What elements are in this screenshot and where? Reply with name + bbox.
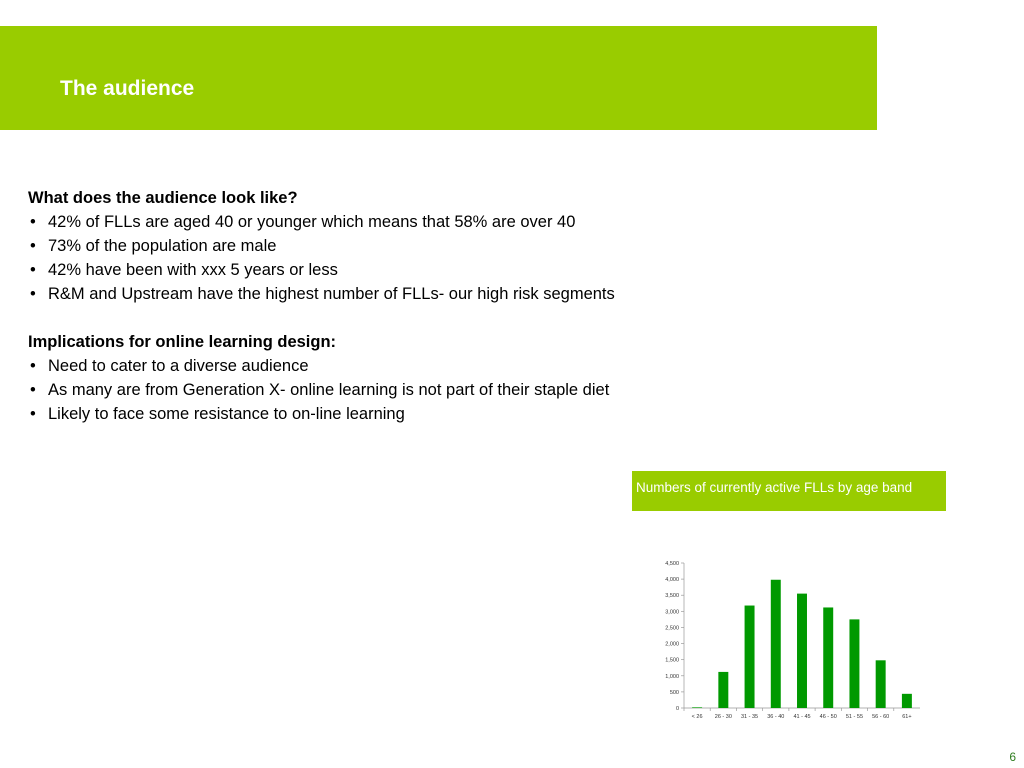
- x-tick-label: 56 - 60: [872, 714, 890, 720]
- y-tick-label: 500: [669, 689, 679, 696]
- chart-title: Numbers of currently active FLLs by age band: [636, 480, 913, 495]
- x-tick-label: 46 - 50: [819, 714, 837, 720]
- x-tick-label: < 26: [691, 714, 703, 720]
- y-tick-label: 1,000: [665, 673, 679, 680]
- page-number: 6: [1009, 750, 1016, 764]
- x-tick-label: 61+: [902, 714, 912, 720]
- y-tick-label: 0: [675, 706, 679, 712]
- bar: [876, 660, 886, 708]
- y-tick-label: 1,500: [665, 657, 679, 664]
- audience-bullet-list: [28, 210, 748, 306]
- x-tick-label: 36 - 40: [767, 714, 785, 720]
- bullet-item: • As many are from Generation X- online learning is not part of their staple diet: [28, 378, 748, 402]
- x-tick-label: 51 - 55: [845, 714, 864, 720]
- bar: [692, 707, 702, 708]
- x-tick-label: 41 - 45: [793, 714, 811, 720]
- title-bar: [0, 26, 877, 130]
- chart-title-banner: [632, 471, 946, 511]
- slide-title: The audience: [60, 77, 195, 100]
- bar: [771, 580, 781, 708]
- y-tick-label: 4,500: [665, 561, 679, 567]
- x-tick-label: 31 - 35: [740, 714, 759, 720]
- y-tick-label: 3,500: [665, 593, 679, 600]
- bullet-item: • 73% of the population are male: [28, 234, 748, 258]
- bar: [745, 606, 755, 708]
- bullet-item: • Need to cater to a diverse audience: [28, 354, 748, 378]
- bullet-item: • 42% have been with xxx 5 years or less: [28, 258, 748, 282]
- bullet-item: • 42% of FLLs are aged 40 or younger which means that 58% are over 40: [28, 210, 748, 234]
- x-tick-label: 26 - 30: [714, 714, 732, 720]
- bullet-item: • Likely to face some resistance to on-line learning: [28, 402, 748, 426]
- y-tick-label: 2,500: [665, 625, 679, 632]
- y-tick-label: 4,000: [665, 577, 679, 584]
- implications-bullet-list: [28, 354, 748, 426]
- bar: [902, 694, 912, 708]
- bullet-item: • R&M and Upstream have the highest number of FLLs- our high risk segments: [28, 282, 748, 306]
- bar: [797, 594, 807, 708]
- bar: [823, 607, 833, 708]
- age-band-bar-chart: [640, 555, 930, 730]
- implications-heading: Implications for online learning design:: [28, 333, 337, 351]
- bar: [718, 672, 728, 708]
- y-tick-label: 3,000: [665, 609, 679, 616]
- bar: [849, 619, 859, 708]
- slide-body: [28, 186, 748, 426]
- audience-heading: What does the audience look like?: [28, 189, 298, 207]
- y-tick-label: 2,000: [665, 641, 679, 648]
